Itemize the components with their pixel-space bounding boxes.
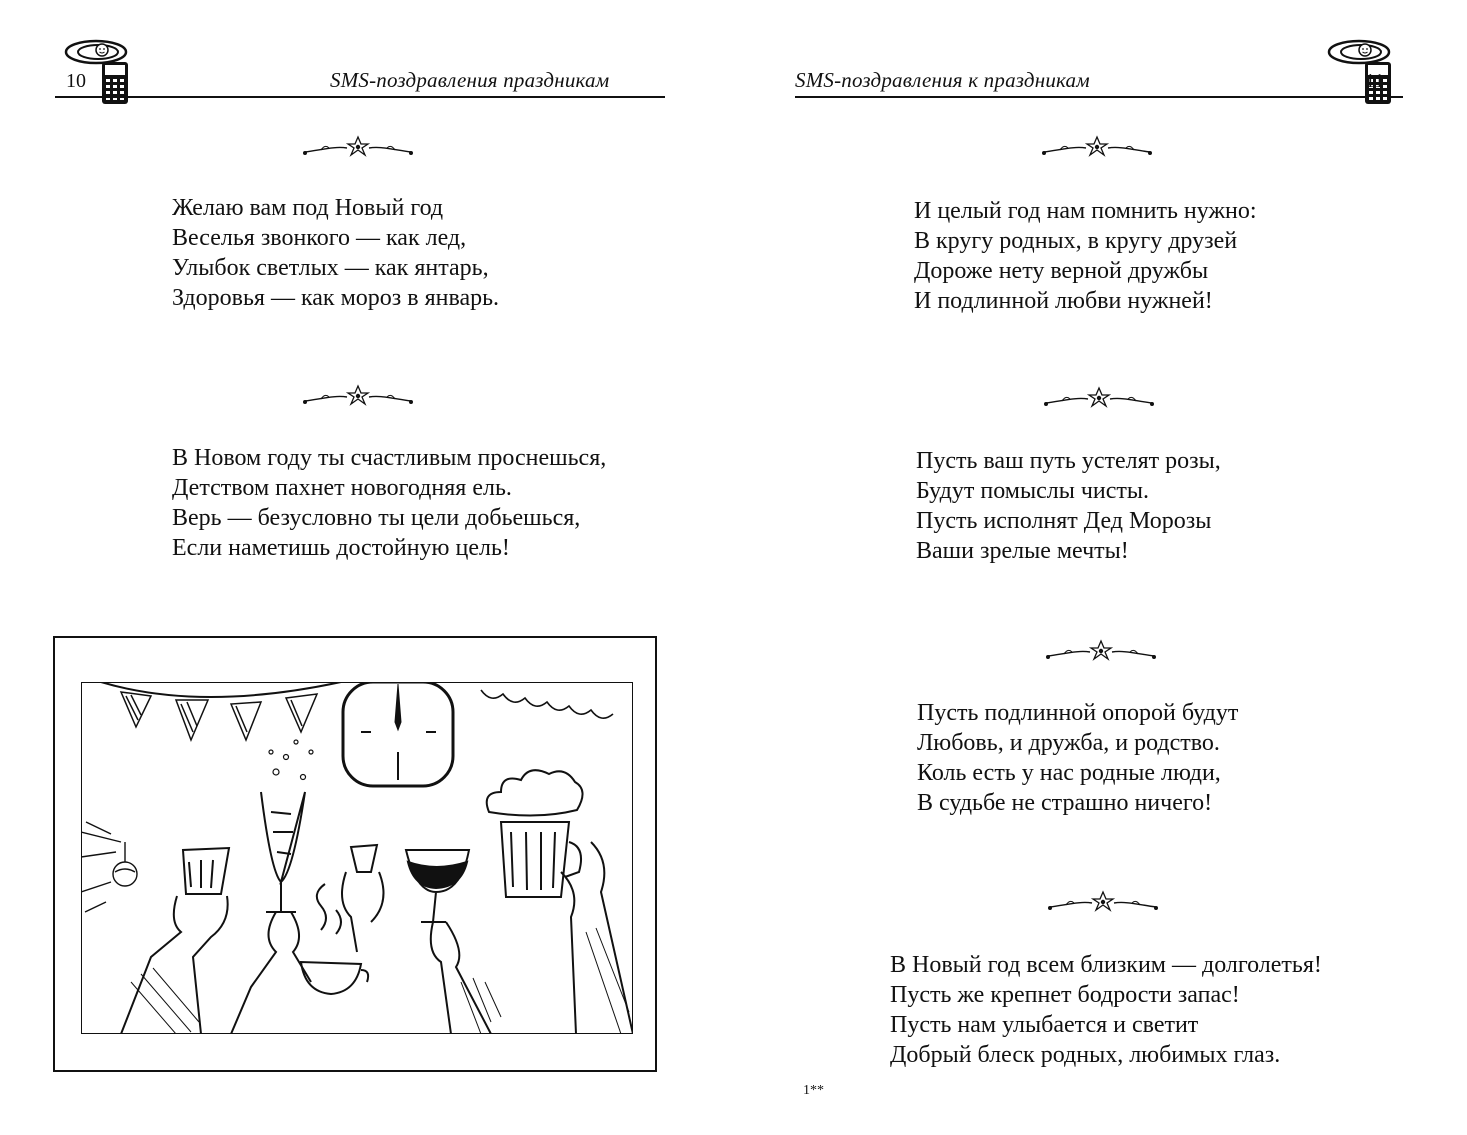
poem-line: Пусть исполнят Дед Морозы <box>916 508 1212 534</box>
mobile-phone-icon <box>1325 36 1397 106</box>
teacup-icon <box>301 962 368 994</box>
poem-line: И целый год нам помнить нужно: <box>914 198 1257 224</box>
ornament-divider-icon <box>301 383 415 409</box>
bunting-flags-icon <box>121 692 317 740</box>
toast-party-illustration <box>81 682 633 1034</box>
ornament-divider-icon <box>1040 134 1154 160</box>
poem-line: И подлинной любви нужней! <box>914 288 1213 314</box>
poem <box>914 196 1257 316</box>
poem-line: Здоровья — как мороз в январь. <box>172 285 500 311</box>
page-number: 10 <box>66 70 86 92</box>
poem-line: Пусть же крепнет бодрости запас! <box>890 982 1240 1008</box>
poem <box>890 950 1322 1070</box>
right-page <box>733 0 1467 1135</box>
poem <box>172 443 606 563</box>
printer-signature-mark: 1** <box>803 1083 824 1098</box>
poem-line: Веселья звонкого — как лед, <box>172 225 467 251</box>
poem-line: В Новый год всем близким — долголетья! <box>890 952 1322 978</box>
header-rule <box>795 96 1403 98</box>
poem-line: Пусть подлинной опорой будут <box>917 700 1239 726</box>
ornament-divider-icon <box>1044 638 1158 664</box>
poem-line: Желаю вам под Новый год <box>172 195 444 221</box>
poem <box>917 698 1238 818</box>
ornament-divider-icon <box>1042 385 1156 411</box>
poem-line: Добрый блеск родных, любимых глаз. <box>890 1042 1281 1068</box>
poem-line: Дороже нету верной дружбы <box>914 258 1209 284</box>
poem-line: Улыбок светлых — как янтарь, <box>172 255 489 281</box>
christmas-tree-branch-icon <box>81 822 137 912</box>
poem-line: Если наметишь достойную цель! <box>172 535 510 561</box>
poem-line: В кругу родных, в кругу друзей <box>914 228 1238 254</box>
poem <box>172 193 499 313</box>
page-number: 11 <box>1365 70 1385 92</box>
clock-icon <box>343 682 453 786</box>
poem-line: В Новом году ты счастливым проснешься, <box>172 445 607 471</box>
running-head: SMS-поздравления к праздникам <box>795 68 1090 92</box>
poem-line: Пусть ваш путь устелят розы, <box>916 448 1221 474</box>
raised-hands-group <box>121 842 633 1034</box>
poem-line: Пусть нам улыбается и светит <box>890 1012 1199 1038</box>
header-rule <box>55 96 665 98</box>
poem-line: Будут помыслы чисты. <box>916 478 1150 504</box>
poem-line: Ваши зрелые мечты! <box>916 538 1129 564</box>
ornament-divider-icon <box>1046 889 1160 915</box>
poem-line: Детством пахнет новогодняя ель. <box>172 475 512 501</box>
poem-line: В судьбе не страшно ничего! <box>917 790 1213 816</box>
bubbles-icon <box>269 740 313 780</box>
poem-line: Коль есть у нас родные люди, <box>917 760 1221 786</box>
poem <box>916 446 1221 566</box>
illustration-frame <box>53 636 657 1072</box>
poem-line: Любовь, и дружба, и родство. <box>917 730 1220 756</box>
shot-glass-icon <box>351 845 377 872</box>
ornament-divider-icon <box>301 134 415 160</box>
running-head: SMS-поздравления праздникам <box>330 68 610 92</box>
left-page <box>0 0 733 1135</box>
poem-line: Верь — безусловно ты цели добьешься, <box>172 505 581 531</box>
